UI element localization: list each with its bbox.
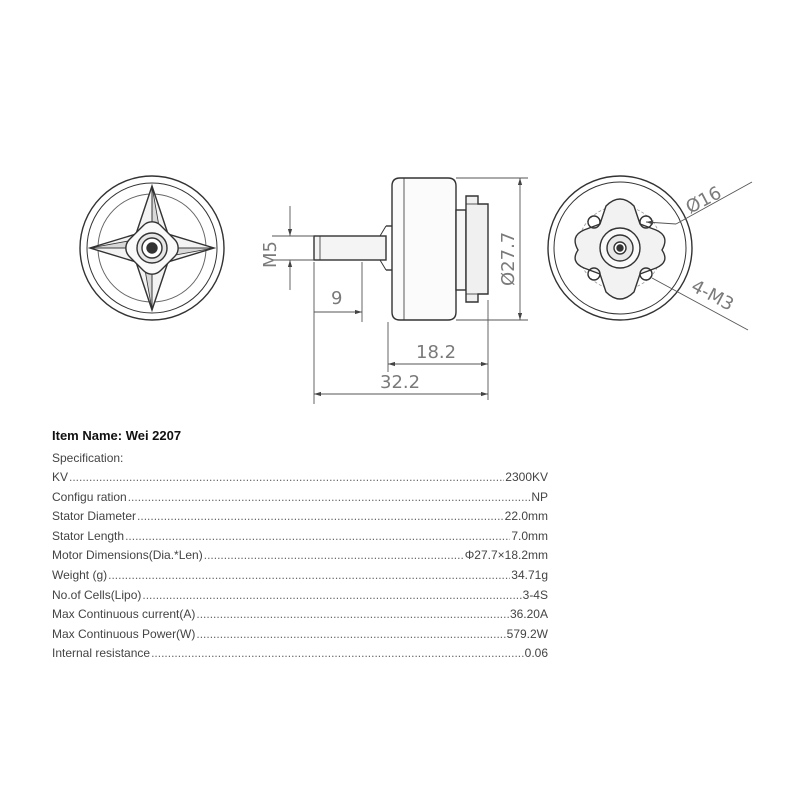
- dim-label-mount-holes: 4-M3: [687, 275, 738, 316]
- item-name: Item Name: Wei 2207: [52, 428, 182, 443]
- dim-label-diameter: Ø27.7: [498, 231, 519, 286]
- spec-value: 3-4S: [522, 587, 548, 602]
- spec-row: [52, 566, 548, 586]
- spec-label: Stator Length: [52, 528, 125, 543]
- spec-rows: [52, 468, 572, 664]
- spec-leader-dots: [69, 468, 504, 488]
- spec-value: Φ27.7×18.2mm: [464, 548, 548, 563]
- spec-value: 0.06: [524, 646, 548, 661]
- spec-label: Weight (g): [52, 567, 108, 582]
- spec-value: 36.20A: [509, 607, 548, 622]
- spec-leader-dots: [108, 566, 510, 586]
- spec-label: Motor Dimensions(Dia.*Len): [52, 548, 203, 563]
- front-view: [80, 176, 224, 320]
- spec-row: [52, 625, 548, 645]
- spec-label: Max Continuous Power(W): [52, 626, 196, 641]
- dim-label-shaft-length: 9: [331, 288, 343, 309]
- rear-view: [548, 176, 692, 320]
- spec-value: 579.2W: [506, 626, 548, 641]
- spec-label: KV: [52, 470, 69, 484]
- spec-row: [52, 468, 548, 488]
- dim-shaft-length: [314, 262, 362, 404]
- spec-row: [52, 488, 548, 508]
- spec-value: 22.0mm: [504, 509, 548, 524]
- dim-label-mount-circle: Ø16: [682, 182, 726, 219]
- spec-row: [52, 644, 548, 664]
- spec-value: 7.0mm: [511, 528, 548, 543]
- spec-leader-dots: [125, 527, 510, 547]
- spec-leader-dots: [151, 644, 524, 664]
- spec-leader-dots: [142, 586, 521, 606]
- dim-label-total-length: 32.2: [380, 372, 421, 393]
- spec-row: [52, 527, 548, 547]
- spec-value: NP: [531, 489, 548, 504]
- spec-label: No.of Cells(Lipo): [52, 587, 142, 602]
- spec-label: Internal resistance: [52, 646, 151, 661]
- spec-heading: Specification:: [52, 451, 124, 465]
- spec-label: Configu ration: [52, 489, 127, 504]
- dim-label-body-length: 18.2: [416, 342, 457, 363]
- spec-value: 34.71g: [511, 567, 548, 582]
- spec-leader-dots: [204, 546, 464, 566]
- spec-leader-dots: [196, 625, 505, 645]
- spec-leader-dots: [128, 488, 531, 508]
- spec-leader-dots: [196, 605, 509, 625]
- dim-label-shaft-thread: M5: [260, 241, 281, 268]
- spec-row: [52, 605, 548, 625]
- spec-leader-dots: [137, 507, 504, 527]
- spec-row: [52, 586, 548, 606]
- spec-label: Stator Diameter: [52, 509, 137, 524]
- spec-row: [52, 546, 548, 566]
- spec-row: [52, 507, 548, 527]
- specification-block: [52, 424, 572, 664]
- spec-value: 2300KV: [505, 470, 548, 484]
- spec-label: Max Continuous current(A): [52, 607, 196, 622]
